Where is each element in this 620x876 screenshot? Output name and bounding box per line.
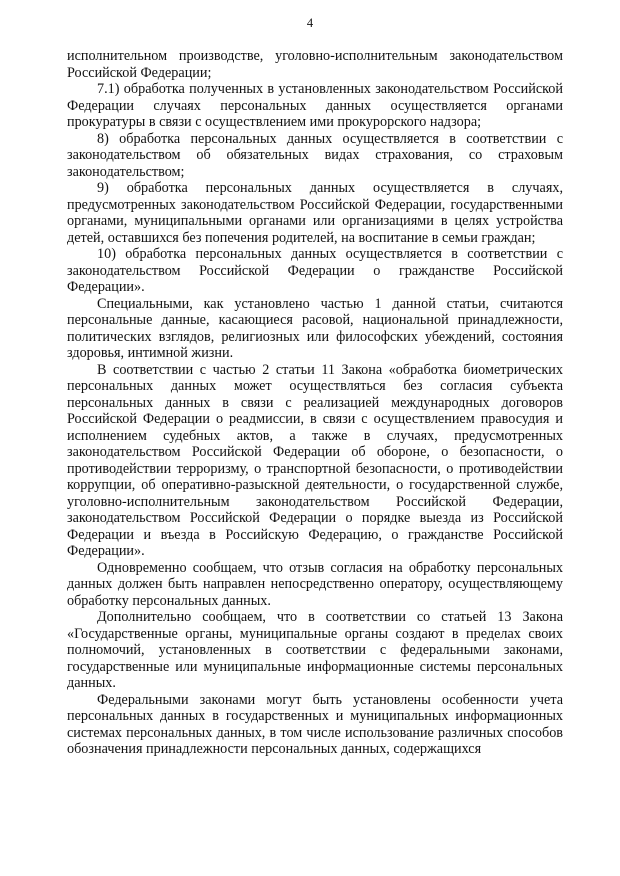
- paragraph: Одновременно сообщаем, что отзыв согласия на обработку персональных данных должен быть направлен непосредственно оператору, осуществляющему обработку персональных данных.: [67, 559, 563, 609]
- paragraph: 8) обработка персональных данных осуществляется в соответствии с законодательством об обязательных видах страхования, со страховым законодательством;: [67, 130, 563, 180]
- paragraph: Специальными, как установлено частью 1 данной статьи, считаются персональные данные, касающиеся расовой, национальной принадлежности, политических взглядов, религиозных или философских убеждений, состояния здоровья, интимной жизни.: [67, 295, 563, 361]
- paragraph: Дополнительно сообщаем, что в соответствии со статьей 13 Закона «Государственные органы, муниципальные органы создают в пределах своих полномочий, установленных в соответствии с федеральными законами, государственные или муниципальные информационные системы персональных данных.: [67, 609, 563, 691]
- paragraph: Федеральными законами могут быть установлены особенности учета персональных данных в государственных и муниципальных информационных системах персональных данных, в том числе использование различных способов обозначения принадлежности персональных данных, содержащихся: [67, 691, 563, 757]
- paragraph: 9) обработка персональных данных осуществляется в случаях, предусмотренных законодательством Российской Федерации, государственными органами, муниципальными органами или организациями в целях устройства детей, оставшихся без попечения родителей, на воспитание в семьи граждан;: [67, 180, 563, 246]
- body-text: [67, 48, 563, 758]
- paragraph: исполнительном производстве, уголовно-исполнительным законодательством Российской Федерации;: [67, 48, 563, 81]
- page-number: 4: [306, 16, 314, 30]
- paragraph: 10) обработка персональных данных осуществляется в соответствии с законодательством Российской Федерации о гражданстве Российской Федерации».: [67, 246, 563, 295]
- paragraph: В соответствии с частью 2 статьи 11 Закона «обработка биометрических персональных данных может осуществляться без согласия субъекта персональных данных в связи с реализацией международных договоров Российской Федерации о реадмиссии, в связи с осуществлением правосудия и исполнением судебных актов, а также в случаях, предусмотренных законодательством Российской Федерации об обороне, о безопасности, о противодействии терроризму, о транспортной безопасности, о противодействии коррупции, об оперативно-разыскной деятельности, о государственной службе, уголовно-исполнительным законодательством Российской Федерации, законодательством Российской Федерации о порядке выезда из Российской Федерации и въезда в Российскую Федерацию, о гражданстве Российской Федерации».: [67, 361, 563, 559]
- paragraph: 7.1) обработка полученных в установленных законодательством Российской Федерации случаях персональных данных осуществляется органами прокуратуры в связи с осуществлением ими прокурорского надзора;: [67, 81, 563, 130]
